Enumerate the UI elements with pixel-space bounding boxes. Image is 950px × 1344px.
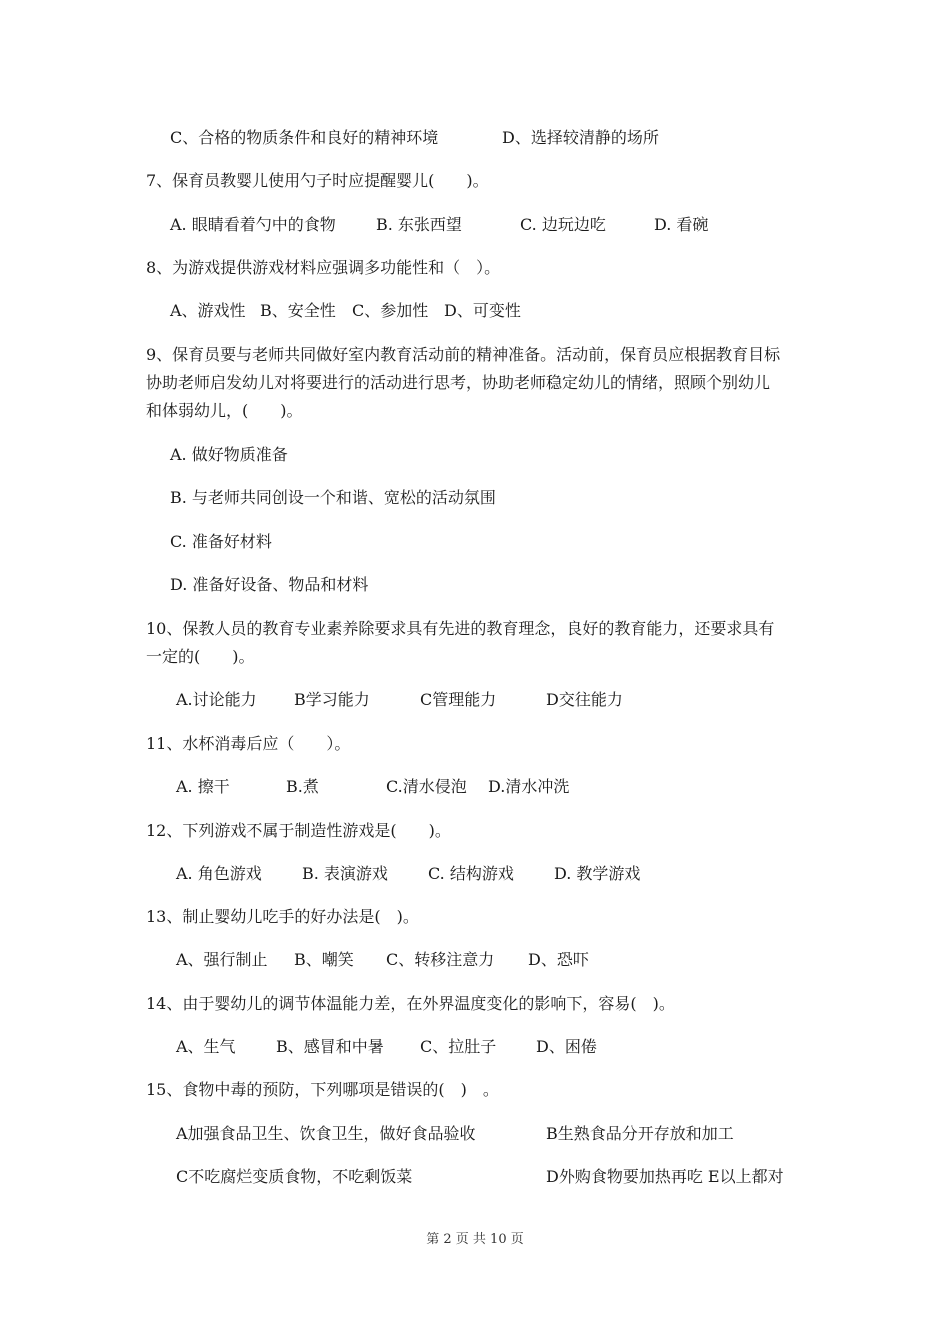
q14-option-c: C、拉肚子 [420, 1037, 497, 1056]
page-number-footer: 第 2 页 共 10 页 [426, 1232, 524, 1247]
q14-option-d: D、困倦 [536, 1037, 597, 1056]
q15-stem: 15、食物中毒的预防，下列哪项是错误的( ) 。 [146, 1080, 499, 1099]
q13-option-b: B、嘲笑 [294, 950, 354, 969]
q12-option-a: A. 角色游戏 [176, 864, 262, 883]
q14-option-a: A、生气 [176, 1037, 236, 1056]
q13-option-c: C、转移注意力 [386, 950, 495, 969]
q9-stem-line-3: 和体弱幼儿，( )。 [146, 401, 303, 420]
q7-option-d: D. 看碗 [654, 215, 709, 234]
q12-option-d: D. 教学游戏 [554, 864, 641, 883]
q7-option-a: A. 眼睛看着勺中的食物 [170, 215, 336, 234]
q10-option-c: C管理能力 [420, 690, 497, 709]
q15-option-b: B生熟食品分开存放和加工 [546, 1124, 734, 1143]
q9-stem-line-2: 协助老师启发幼儿对将要进行的活动进行思考，协助老师稳定幼儿的情绪，照顾个别幼儿 [146, 373, 771, 392]
q11-stem: 11、水杯消毒后应（ ）。 [146, 734, 351, 753]
q15-option-c: C不吃腐烂变质食物，不吃剩饭菜 [176, 1167, 413, 1186]
q15-option-a: A加强食品卫生、饮食卫生，做好食品验收 [176, 1124, 476, 1143]
q10-stem-line-1: 10、保教人员的教育专业素养除要求具有先进的教育理念，良好的教育能力，还要求具有 [146, 619, 775, 638]
q13-stem: 13、制止婴幼儿吃手的好办法是( )。 [146, 907, 419, 926]
q8-option-c: C、参加性 [352, 301, 429, 320]
q14-option-b: B、感冒和中暑 [276, 1037, 384, 1056]
q10-option-d: D交往能力 [546, 690, 623, 709]
q10-stem-line-2: 一定的( )。 [146, 647, 255, 666]
q7-option-b: B. 东张西望 [376, 215, 462, 234]
q9-option-a: A. 做好物质准备 [170, 445, 288, 464]
q7-stem: 7、保育员教婴儿使用勺子时应提醒婴儿( )。 [146, 171, 489, 190]
q6-option-d: D、选择较清静的场所 [502, 128, 659, 147]
q12-option-b: B. 表演游戏 [302, 864, 388, 883]
q13-option-d: D、恐吓 [528, 950, 589, 969]
q12-option-c: C. 结构游戏 [428, 864, 514, 883]
q11-option-d: D.清水冲洗 [488, 777, 570, 796]
q11-option-b: B.煮 [286, 777, 319, 796]
q8-option-b: B、安全性 [260, 301, 336, 320]
q9-option-b: B. 与老师共同创设一个和谐、宽松的活动氛围 [170, 488, 496, 507]
q7-option-c: C. 边玩边吃 [520, 215, 606, 234]
q9-option-c: C. 准备好材料 [170, 532, 272, 551]
q6-option-c: C、合格的物质条件和良好的精神环境 [170, 128, 439, 147]
q11-option-a: A. 擦干 [176, 777, 230, 796]
q10-option-b: B学习能力 [294, 690, 370, 709]
q11-option-c: C.清水侵泡 [386, 777, 467, 796]
q14-stem: 14、由于婴幼儿的调节体温能力差，在外界温度变化的影响下，容易( )。 [146, 994, 675, 1013]
q10-option-a: A.讨论能力 [176, 690, 257, 709]
q15-option-d: D外购食物要加热再吃 E以上都对 [546, 1167, 784, 1186]
q9-option-d: D. 准备好设备、物品和材料 [170, 575, 369, 594]
q13-option-a: A、强行制止 [176, 950, 268, 969]
q8-stem: 8、为游戏提供游戏材料应强调多功能性和（ ）。 [146, 258, 501, 277]
q8-option-d: D、可变性 [444, 301, 521, 320]
q9-stem-line-1: 9、保育员要与老师共同做好室内教育活动前的精神准备。活动前，保育员应根据教育目标 [146, 345, 781, 364]
q12-stem: 12、下列游戏不属于制造性游戏是( )。 [146, 821, 451, 840]
q8-option-a: A、游戏性 [170, 301, 246, 320]
